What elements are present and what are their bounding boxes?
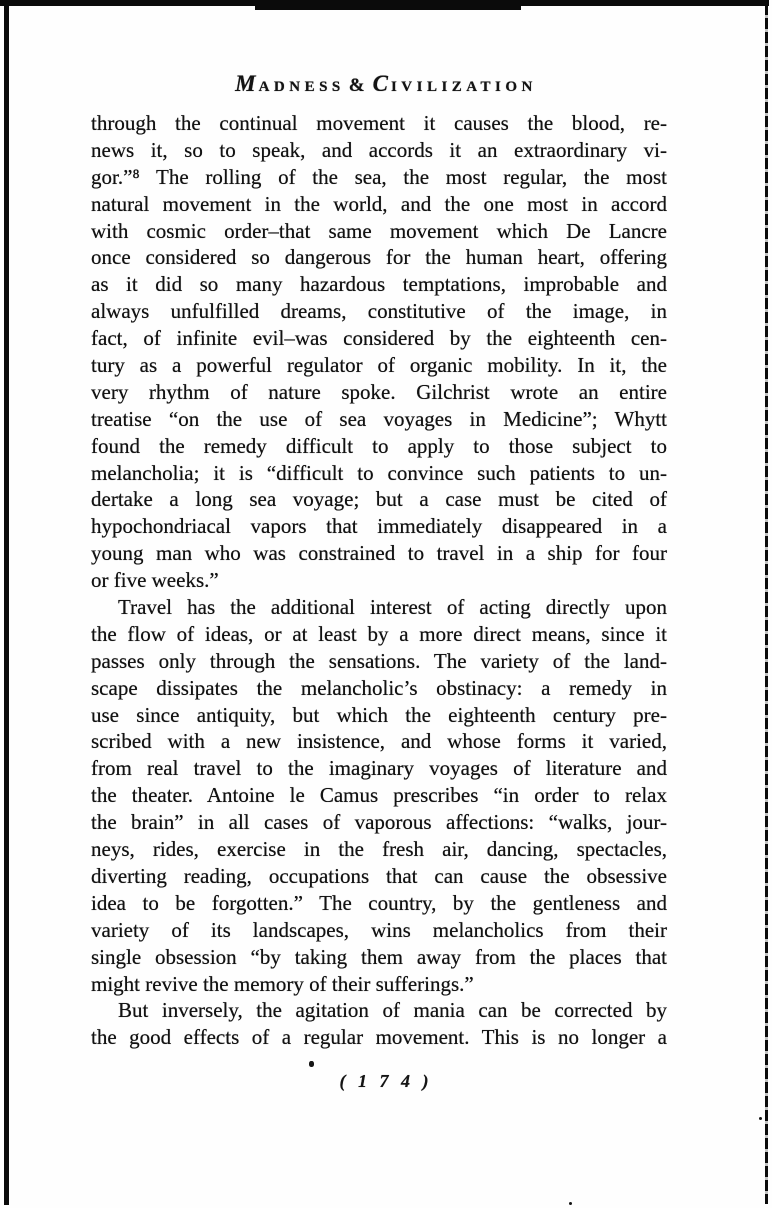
running-head-initial-c: C [372,71,391,96]
running-head-initial-m: M [235,71,259,96]
text-line: scape dissipates the melancholic’s obstinacy: a remedy in [91,675,667,700]
running-head [0,71,772,97]
page-frame-top-thick-segment [255,0,521,10]
text-line: tury as a powerful regulator of organic mobility. In it, the [91,353,667,378]
page-number: ( 1 7 4 ) [339,1071,433,1091]
text-line: variety of its landscapes, wins melancholics from their [91,917,667,942]
text-line: Travel has the additional interest of acting directly upon [118,595,667,620]
text-line: natural movement in the world, and the one most in accord [91,191,667,216]
text-line: dertake a long sea voyage; but a case must be cited of [91,487,667,512]
text-line: or five weeks.” [91,568,219,593]
text-line: once considered so dangerous for the human heart, offering [91,245,667,270]
scan-speck [759,1117,762,1120]
scan-speck [309,1061,314,1067]
text-line: the flow of ideas, or at least by a more direct means, since it [91,621,667,646]
running-head-word1-rest: ADNESS [258,79,345,95]
text-line: diverting reading, occupations that can cause the obsessive [91,863,667,888]
text-line: young man who was constrained to travel in a ship for four [91,541,667,566]
text-line: idea to be forgotten.” The country, by the gentleness and [91,890,667,915]
scan-speck [569,1202,572,1205]
text-line: fact, of infinite evil–was considered by the eighteenth cen- [91,326,667,351]
text-line: very rhythm of nature spoke. Gilchrist wrote an entire [91,379,667,404]
running-head-ampersand: & [348,75,365,96]
text-line: use since antiquity, but which the eighteenth century pre- [91,702,667,727]
running-head-word2-rest: IVILIZATION [390,79,537,95]
text-line: the brain” in all cases of vaporous affections: “walks, jour- [91,810,667,835]
text-line: neys, rides, exercise in the fresh air, dancing, spectacles, [91,837,667,862]
text-line: gor.”⁸ The rolling of the sea, the most regular, the most [91,164,667,189]
text-line: the theater. Antoine le Camus prescribes “in order to relax [91,783,667,808]
text-line: with cosmic order–that same movement which De Lancre [91,218,667,243]
page-frame-left [4,6,9,1205]
text-line: as it did so many hazardous temptations, improbable and [91,272,667,297]
text-line: always unfulfilled dreams, constitutive of the image, in [91,299,667,324]
text-line: hypochondriacal vapors that immediately disappeared in a [91,514,667,539]
text-line: But inversely, the agitation of mania can be corrected by [118,998,667,1023]
text-line: through the continual movement it causes the blood, re- [91,111,667,135]
text-line: found the remedy difficult to apply to those subject to [91,433,667,458]
text-line: might revive the memory of their sufferings.” [91,971,474,996]
text-line: treatise “on the use of sea voyages in Medicine”; Whytt [91,406,667,431]
page-text-block [91,110,667,1051]
text-line: from real travel to the imaginary voyages of literature and [91,756,667,781]
text-line: news it, so to speak, and accords it an extraordinary vi- [91,137,667,162]
page-frame-right [765,4,768,1204]
text-line: melancholia; it is “difficult to convince such patients to un- [91,460,667,485]
text-line: passes only through the sensations. The variety of the land- [91,648,667,673]
text-line: scribed with a new insistence, and whose forms it varied, [91,729,667,754]
text-line: the good effects of a regular movement. This is no longer a [91,1025,667,1050]
text-line: single obsession “by taking them away from the places that [91,944,667,969]
